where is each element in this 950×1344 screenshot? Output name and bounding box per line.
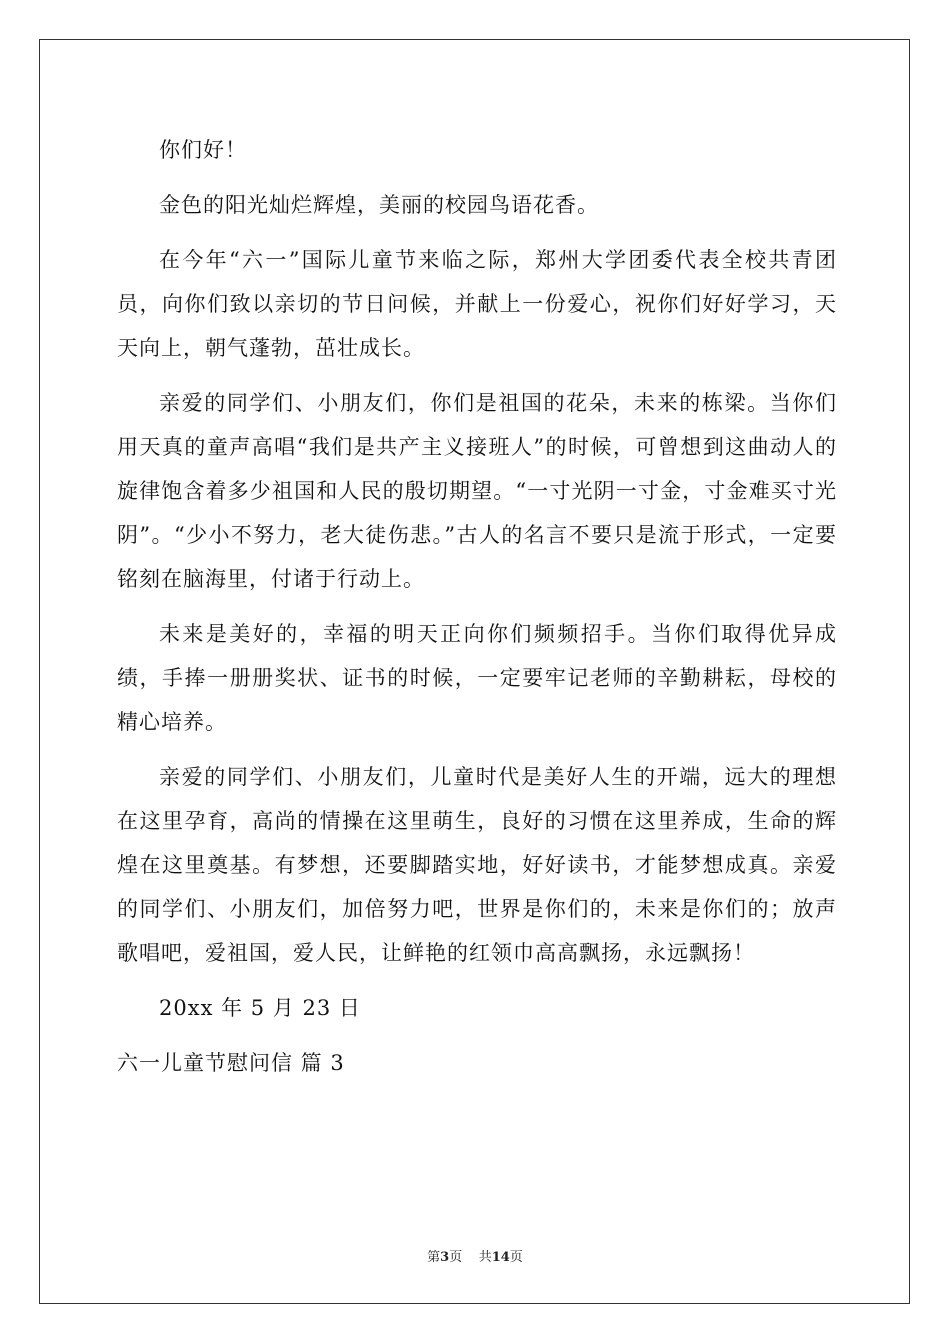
greeting: 你们好！ <box>159 138 247 162</box>
paragraph-4: 未来是美好的，幸福的明天正向你们频频招手。当你们取得优异成绩，手捧一册册奖状、证书的时候，一定要牢记老师的辛勤耕耘，母校的精心培养。 <box>117 622 837 734</box>
footer-suffix: 页 <box>509 1250 523 1265</box>
paragraph-5: 亲爱的同学们、小朋友们，儿童时代是美好人生的开端，远大的理想在这里孕育，高尚的情操在这里萌生，良好的习惯在这里养成，生命的辉煌在这里奠基。有梦想，还要脚踏实地，好好读书，才能梦想成真。亲爱的同学们、小朋友们，加倍努力吧，世界是你们的，未来是你们的；放声歌唱吧，爱祖国，爱人民，让鲜艳的红领巾高高飘扬，永远飘扬！ <box>117 765 837 965</box>
page-footer <box>0 1246 950 1265</box>
footer-prefix: 第 <box>427 1250 441 1265</box>
footer-middle: 页 共 <box>449 1250 492 1265</box>
paragraph-2: 在今年“六一”国际儿童节来临之际，郑州大学团委代表全校共青团员，向你们致以亲切的节日问候，并献上一份爱心，祝你们好好学习，天天向上，朝气蓬勃，茁壮成长。 <box>117 248 837 360</box>
date-line: 20xx 年 5 月 23 日 <box>159 996 361 1020</box>
paragraph-3: 亲爱的同学们、小朋友们，你们是祖国的花朵，未来的栋梁。当你们用天真的童声高唱“我们是共产主义接班人”的时候，可曾想到这曲动人的旋律饱含着多少祖国和人民的殷切期望。“一寸光阴一寸金，寸金难买寸光阴”。“少小不努力，老大徒伤悲。”古人的名言不要只是流于形式，一定要铭刻在脑海里，付诸于行动上。 <box>117 391 837 591</box>
paragraph-1: 金色的阳光灿烂辉煌，美丽的校园鸟语花香。 <box>159 193 599 217</box>
document-body <box>117 128 837 1096</box>
section-heading: 六一儿童节慰问信 篇 3 <box>117 1051 345 1075</box>
footer-total-pages: 14 <box>491 1250 510 1265</box>
footer-current-page: 3 <box>440 1250 450 1265</box>
